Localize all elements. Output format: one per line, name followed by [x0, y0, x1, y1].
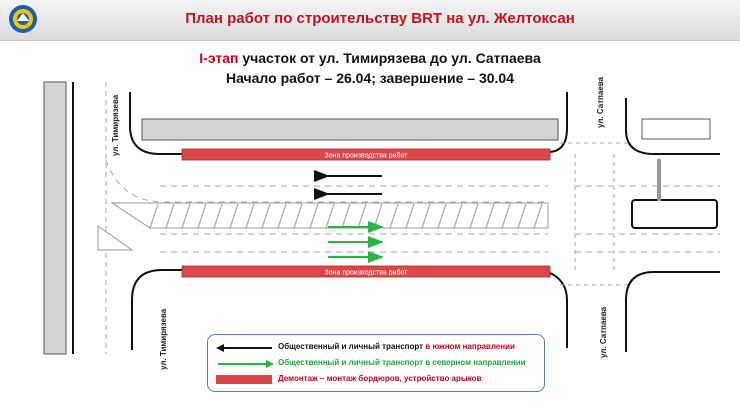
- work-zone-north-label: Зона производства работ: [324, 152, 408, 160]
- south-east-curb: [548, 272, 567, 348]
- work-dates: Начало работ – 26.04; завершение – 30.04: [225, 70, 515, 86]
- street-label-satpaev-bottom: ул. Сатпаева: [599, 306, 608, 358]
- legend: [207, 334, 545, 392]
- legend-southbound-direction: в южном направлении: [425, 342, 515, 351]
- triangle-island: [98, 226, 132, 250]
- green-arrow-icon: [216, 357, 274, 371]
- east-building-block: [632, 200, 717, 228]
- legend-northbound-label: Общественный и личный транспорт в северном направлении: [278, 358, 526, 367]
- median-barrier: [657, 159, 661, 201]
- south-east-corner-curb: [626, 272, 720, 352]
- left-building-block: [44, 82, 66, 354]
- street-label-timiryazev-top: ул. Тимирязева: [111, 94, 120, 156]
- legend-item-works: [216, 373, 536, 387]
- work-zone-south-label: Зона производства работ: [324, 269, 408, 277]
- work-zone-swatch: [216, 373, 274, 387]
- page-title: План работ по строительству BRT на ул. Желтоксан: [185, 10, 575, 27]
- section-label: участок от ул. Тимирязева до ул. Сатпаева: [238, 50, 541, 66]
- north-building-block: [142, 119, 558, 140]
- street-label-satpaev-top: ул. Сатпаева: [596, 76, 605, 128]
- black-arrow-icon: [216, 341, 274, 355]
- legend-item-northbound: [216, 357, 536, 371]
- street-label-timiryazev-bottom: ул. Тимирязева: [159, 308, 168, 370]
- intersection-markings: [560, 143, 630, 285]
- northeast-building-block: [642, 119, 710, 139]
- legend-item-southbound: [216, 341, 536, 355]
- legend-works-label: Демонтаж – монтаж бордюров, устройство арыков: [278, 374, 482, 383]
- stage-label: I-этап: [199, 50, 239, 66]
- legend-southbound-prefix: Общественный и личный транспорт: [278, 342, 426, 351]
